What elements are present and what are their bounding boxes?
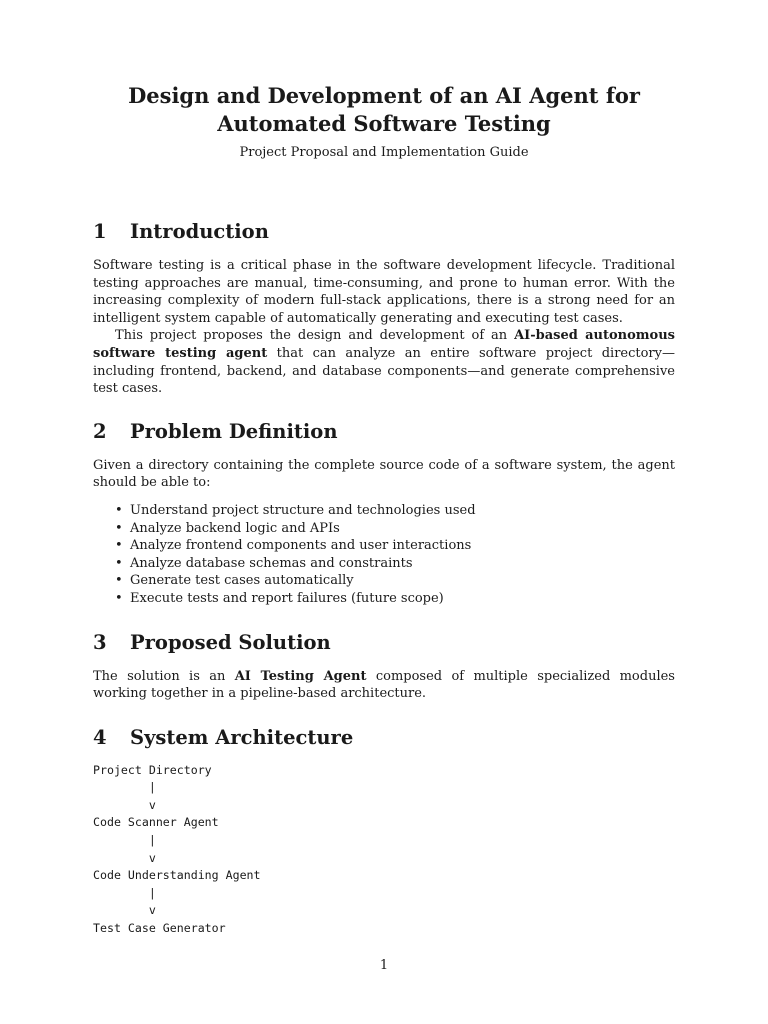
bold-term: AI Testing Agent — [234, 668, 367, 684]
bullet-icon: • — [115, 573, 123, 589]
paragraph-text: The solution is an — [93, 668, 235, 684]
bullet-icon: • — [115, 555, 123, 571]
list-item — [93, 520, 675, 538]
document-page — [93, 82, 675, 938]
list-item-text: Analyze database schemas and constraints — [130, 555, 413, 571]
list-item-text: Analyze frontend components and user interactions — [130, 538, 472, 554]
architecture-diagram: Project Directory | v Code Scanner Agent | v Code Understanding Agent | v Test Case Generator — [93, 762, 261, 936]
paragraph-text: This project proposes the design and development of an — [115, 328, 515, 344]
section-system-architecture-heading — [93, 726, 675, 750]
requirements-list — [93, 502, 675, 608]
problem-definition-paragraph: Given a directory containing the complete source code of a software system, the agent should be able to: — [93, 457, 675, 491]
list-item — [93, 537, 675, 555]
bullet-icon: • — [115, 502, 123, 518]
section-problem-definition-heading — [93, 420, 675, 444]
list-item-text: Execute tests and report failures (future scope) — [130, 590, 444, 606]
section-number: 4 — [93, 725, 107, 749]
list-item-text: Understand project structure and technologies used — [130, 502, 476, 518]
section-number: 1 — [93, 220, 107, 243]
list-item — [93, 502, 675, 520]
title-line-1: Design and Development of an AI Agent for — [128, 83, 640, 108]
section-number: 2 — [93, 419, 107, 443]
document-title — [93, 82, 675, 138]
proposed-solution-paragraph — [93, 668, 675, 703]
list-item-text: Generate test cases automatically — [130, 573, 354, 589]
introduction-paragraph-1: Software testing is a critical phase in the software development lifecycle. Traditional testing approaches are manual, time-consuming, and prone to human error. With the increasing complexity of modern full-stack applications, there is a strong need for an intelligent system capable of automatically generating and executing test cases. — [93, 258, 675, 326]
bold-term: AI-based autonomous software testing agent — [93, 328, 675, 361]
paragraph-text: composed of multiple specialized modules working together in a pipeline-based architecture. — [93, 668, 675, 702]
page-number: 1 — [379, 958, 389, 973]
document-subtitle: Project Proposal and Implementation Guide — [239, 145, 529, 160]
section-title: Problem Definition — [130, 419, 338, 443]
section-title: Proposed Solution — [130, 630, 331, 654]
section-proposed-solution-heading — [93, 631, 675, 655]
bullet-icon: • — [115, 520, 123, 536]
list-item — [93, 572, 675, 590]
list-item-text: Analyze backend logic and APIs — [130, 520, 340, 536]
section-number: 3 — [93, 630, 107, 654]
section-title: System Architecture — [130, 725, 354, 749]
list-item — [93, 590, 675, 608]
paragraph-text: that can analyze an entire software project directory—including frontend, backend, and database components—and generate comprehensive test cases. — [93, 345, 675, 397]
section-title: Introduction — [130, 220, 269, 243]
introduction-paragraph-2 — [93, 327, 675, 397]
bullet-icon: • — [115, 538, 123, 554]
title-line-2: Automated Software Testing — [217, 111, 551, 136]
bullet-icon: • — [115, 590, 123, 606]
list-item — [93, 555, 675, 573]
section-introduction-heading — [93, 220, 675, 244]
